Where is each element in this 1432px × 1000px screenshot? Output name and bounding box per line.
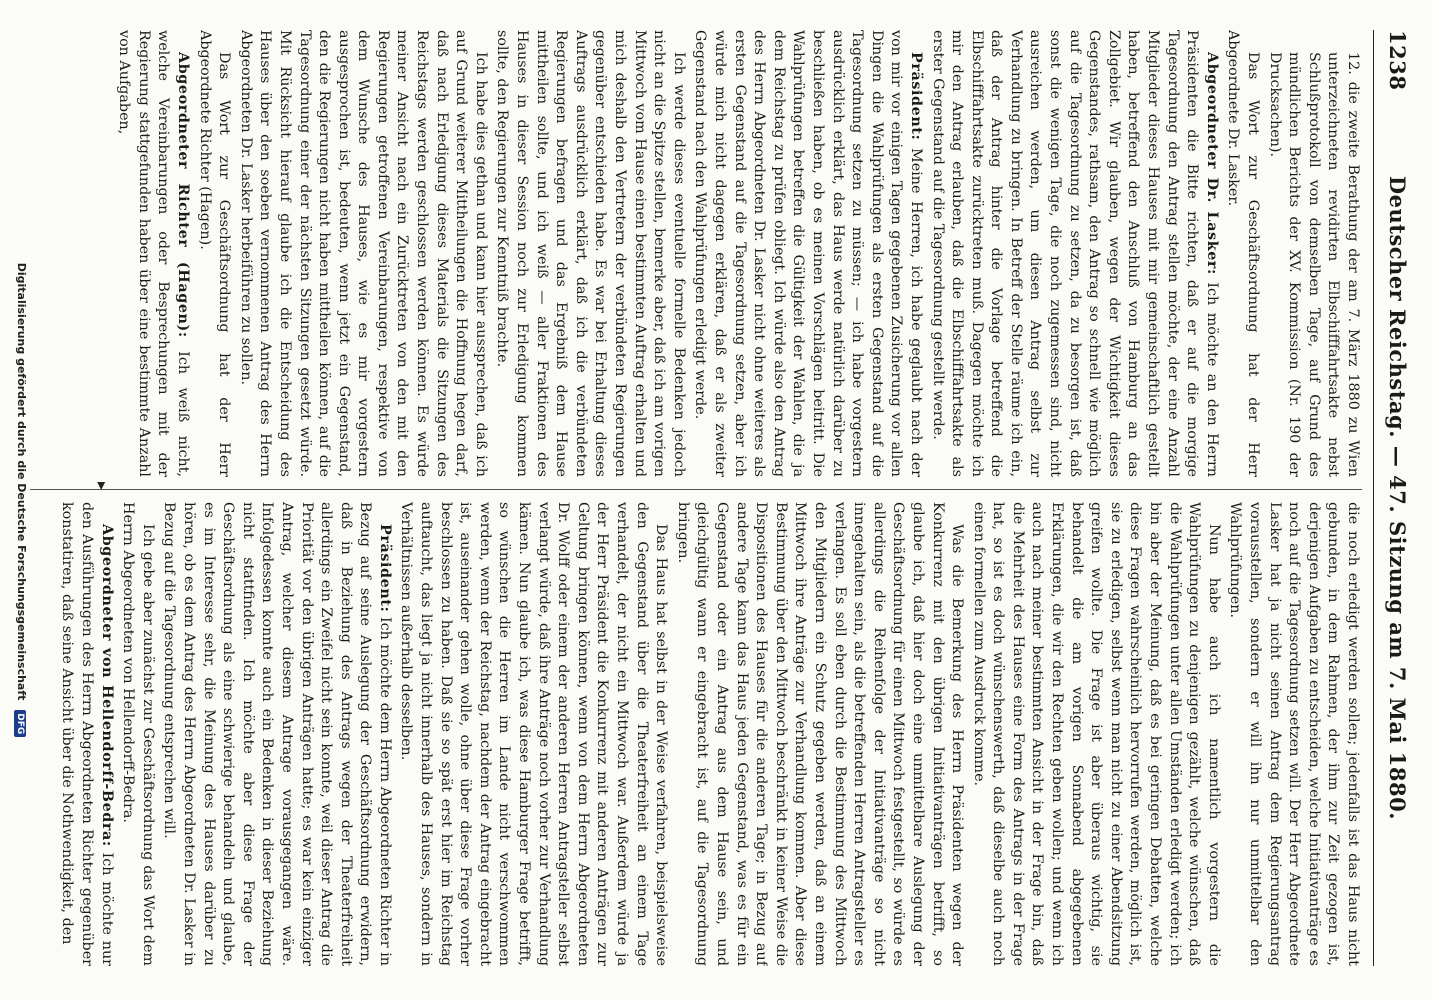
footer xyxy=(6,0,28,1000)
text-paragraph xyxy=(194,30,233,477)
speech-paragraph xyxy=(114,30,192,477)
speaker-name: Abgeordneter Richter (Hagen): xyxy=(174,52,191,338)
page-number: 1238 xyxy=(1385,30,1410,91)
paragraph-text: Das Wort zur Geschäftsordnung hat der Herr Abgeordnete Richter (Hagen). xyxy=(196,30,233,477)
paragraph-text: Ich gebe aber zunächst zur Geschäftsordnung das Wort dem Herrn Abgeordneten von Hellendorff-Bedra. xyxy=(120,502,156,966)
paragraph-text: 12. die zweite Berathung der am 7. März 1880 zu Wien unterzeichneten revidirten Elbschifffahrtsakte nebst Schlußprotokoll von demselben Tage, auf Grund des mündlichen Berichts der XV. Kommission (Nr. 190 der Drucksachen). xyxy=(1266,52,1361,477)
text-paragraph xyxy=(1223,30,1262,477)
text-paragraph xyxy=(1264,30,1362,477)
paragraph-text: Meine Herren, ich habe geglaubt nach der von mir vor einigen Tagen gegebenen Zusicherung vor allen Dingen die Wahlprüfungen als ersten Gegenstand auf die Tagesordnung setzen zu müssen; — ich habe vorgestern ausdrücklich erklärt, das Haus werde natürlich darüber zu beschließen haben, ob es meinen Vorschlägen beitritt. Die Wahlprüfungen betreffen die Gültigkeit der Wahlen, die ja dem Reichstag zu prüfen obliegt. Ich würde also den Antrag des Herrn Abgeordneten Dr. Lasker nicht ohne weiteres als ersten Gegenstand auf die Tagesordnung setzen, aber ich würde mich nicht dagegen erklären, daß er als zweiter Gegenstand nach den Wahlprüfungen erledigt werde. xyxy=(692,30,924,477)
speech-paragraph xyxy=(927,30,1221,477)
left-column xyxy=(28,30,1362,477)
paragraph-text: Ich möchte nur den Ausführungen des Herrn Abgeordneten Richter gegenüber konstatiren, daß seine Ansicht über die Nothwendigkeit, den xyxy=(59,502,115,966)
dfg-logo: DFG xyxy=(14,710,26,737)
speech-paragraph xyxy=(690,30,925,477)
text-paragraph xyxy=(672,502,966,966)
footer-text: Digitalisierung gefördert durch die Deutsche Forschungsgemeinschaft xyxy=(15,262,28,701)
text-paragraph xyxy=(396,502,670,966)
paragraph-text: Ich möchte an den Herrn Präsidenten die Bitte richten, daß er auf die morgige Tagesordnung den Antrag stellen möchte, der eine Anzahl Mitglieder dieses Hauses mit mir gemeinschaftlich gestellt haben, betreffend den Anschluß von Hamburg an das Zollgebiet. Wir glauben, wegen der Wichtigkeit dieses Gegenstandes, rathsam, den Antrag so schnell wie möglich auf die Tagesordnung zu setzen, da zu besorgen ist, daß sonst die wenigen Tage, die noch zugemessen sind, nicht ausreichen werden, um diesen Antrag selbst zur Verhandlung zu bringen. In Betreff der Stelle räume ich ein, daß der Antrag hinter die Vorlage betreffend die Elbschifffahrtsakte zurücktreten muß. Dagegen möchte ich mir den Antrag erlauben, daß die Elbschifffahrtsakte als erster Gegenstand auf die Tagesordnung gestellt werde. xyxy=(929,30,1220,477)
paragraph-text: Ich habe dies gethan und kann hier aussprechen, daß ich auf Grund weiterer Mittheilungen die Hoffnung hegen darf, daß nach Erledigung dieses Materials die Sitzungen des Reichstags werden geschlossen werden können. Es würde meiner Ansicht nach ein Zurücktreten von den mit den Regierungen getroffenen Vereinbarungen, respektive von dem Wunsche des Hauses, wie es mir vorgestern ausgesprochen ist, bedeuten, wenn jetzt ein Gegenstand, den die Regierungen nicht haben mittheilen können, auf die Tagesordnung einer der nächsten Sitzungen gesetzt würde. Mit Rücksicht hierauf glaube ich die Entscheidung des Hauses über den soeben vernommenen Antrag des Herrn Abgeordneten Dr. Lasker herbeiführen zu sollen. xyxy=(237,30,489,477)
speaker-name: Abgeordneter Dr. Lasker: xyxy=(1203,52,1220,275)
speaker-name: Präsident: xyxy=(907,52,924,141)
speaker-name: Präsident: xyxy=(376,524,393,613)
paragraph-text: Das Wort zur Geschäftsordnung hat der Herr Abgeordnete Dr. Lasker. xyxy=(1225,30,1262,477)
page-header xyxy=(1373,30,1412,966)
speaker-name: Abgeordneter von Hellendorff-Bedra: xyxy=(98,524,115,847)
paragraph-text: Das Haus hat selbst in der Weise verfahren, beispielsweise den Gegenstand über die Theaterfreiheit an einem Tage verhandelt, der nicht ein Mittwoch war. Außerdem würde ja der Herr Präsident die Konkurrenz mit anderen Anträgen zur Geltung bringen können, wenn von dem Herrn Abgeordneten Dr. Wolff oder einem der anderen Herren Antragsteller selbst verlangt würde, daß ihre Anträge noch vorher zur Verhandlung kämen. Nun glaube ich, was diese Hamburger Frage betrifft, so wünschen die Herren im Lande nicht verschwommen werden, wenn der Reichstag, nachdem der Antrag eingebracht ist, auseinander gehen wolle, ohne über diese Frage vorher beschlossen zu haben. Daß sie so spät erst hier im Reichstag auftaucht, das liegt ja nicht innerhalb des Hauses, sondern in Verhältnissen außerhalb desselben. xyxy=(398,502,670,966)
paragraph-text: Ich werde dieses eventuelle formelle Bedenken jedoch nicht an die Spitze stellen, bemerke aber, daß ich am vorigen Mittwoch vom Hause einen bestimmten Auftrag erhalten und mich deshalb den Vertretern der verbündeten Regierungen gegenüber entschieden habe. Es war bei Erhaltung dieses Auftrags ausdrücklich erklärt, daß ich die verbündeten Regierungen befragen und das Ergebniß dem Hause mittheilen sollte, und ich weiß — aller Fraktionen des Hauses in dieser Session noch zur Erledigung kommen sollte, den Regierungen zur Kenntniß brachte. xyxy=(494,30,687,477)
paragraph-text: Was die Bemerkung des Herrn Präsidenten wegen der Konkurrenz mit den übrigen Initiativanträgen betrifft, so glaube ich, daß hier doch eine unmittelbare Auslegung der Geschäftsordnung für einen Mittwoch festgestellt, so würde es allerdings die Reihenfolge der Initiativanträge so nicht innegehalten sein, als die betreffenden Herren Antragsteller es verlangen. Es soll eben durch die Bestimmung des Mittwoch den Mitgliedern ein Schutz gegeben werden, daß an einem Mittwoch ihre Anträge zur Verhandlung kommen. Aber diese Bestimmung über den Mittwoch beschränkt in keiner Weise die Dispositionen des Hauses für die anderen Tage; in Bezug auf andere Tage kann das Haus jeden Gegenstand, was es für ein Gegenstand oder ein Antrag aus dem Hause sein, und gleichgültig wann er eingebracht ist, auf die Tagesordnung bringen. xyxy=(674,502,966,966)
column-divider xyxy=(30,489,1362,490)
text-paragraph xyxy=(492,30,688,477)
paragraph-mark: ▸ xyxy=(93,482,112,491)
speech-paragraph xyxy=(57,502,116,966)
paragraph-text: Ich möchte dem Herrn Abgeordneten Richter in Bezug auf seine Auslegung der Geschäftsordnung erwidern, daß in Beziehung des Antrags wegen der Theaterfreiheit allerdings ein Zweifel nicht sein konnte, weil dieser Antrag die Priorität vor den übrigen Anträgen hatte; es war kein einziger Antrag, welcher diesem Antrage vorausgegangen wäre. Infolgedessen konnte auch ein Bedenken in dieser Beziehung nicht stattfinden. Ich möchte aber diese Frage der Geschäftsordnung als eine schwierige behandeln und glaube, es im Interesse sehr, die Meinung des Hauses darüber zu hören, ob es dem Antrag des Herrn Abgeordneten Dr. Lasker in Bezug auf die Tagesordnung entsprechen will. xyxy=(161,502,393,966)
speech-paragraph xyxy=(159,502,394,966)
text-paragraph xyxy=(118,502,157,966)
page-title: Deutscher Reichstag. — 47. Sitzung am 7. Mai 1880. xyxy=(1385,175,1410,821)
paragraph-text: Nun habe auch ich namentlich vorgestern die Wahlprüfungen zu denjenigen gezählt, welche wünschen, daß die Wahlprüfungen unter allen Umständen erledigt werden; ich bin aber der Meinung, daß es bei geringen Debatten, welche diese Fragen wahrscheinlich hervorrufen werden, möglich ist, sie zu erledigen, selbst wenn man nicht zu einer Abendsitzung greifen wollte. Die Frage ist aber überaus wichtig, sie behandelt die am vorigen Sonnabend abgegebenen Erklärungen, die wir den Rechten geben wollen; und wenn ich auch nach meiner bestimmten Ansicht in der Frage bin, daß die Mehrheit des Hauses eine Form des Antrags in der Frage hat, so ist es doch wünschenswerth, daß dieselbe auch noch einen formellen zum Ausdruck komme. xyxy=(970,502,1222,966)
paragraph-text: die noch erledigt werden sollen; jedenfalls ist das Haus nicht gebunden, in dem Rahmen, der ihm zur Zeit gezogen ist, derjenigen Aufgaben zu entscheiden, welche Initiativanträge es noch auf die Tagesordnung setzen will. Der Herr Abgeordnete Lasker hat ja nicht seinen Antrag dem Regierungsantrag vorausstellen, sondern er will ihn nur unmittelbar den Wahlprüfungen. xyxy=(1227,502,1361,966)
paragraph-text: Ich weiß nicht, welche Vereinbarungen oder Besprechungen mit der Regierung stattgefunden haben über eine bestimmte Anzahl von Aufgaben, xyxy=(116,30,191,477)
text-paragraph xyxy=(968,502,1223,966)
right-column xyxy=(28,502,1362,966)
text-paragraph xyxy=(235,30,490,477)
text-paragraph xyxy=(1225,502,1362,966)
